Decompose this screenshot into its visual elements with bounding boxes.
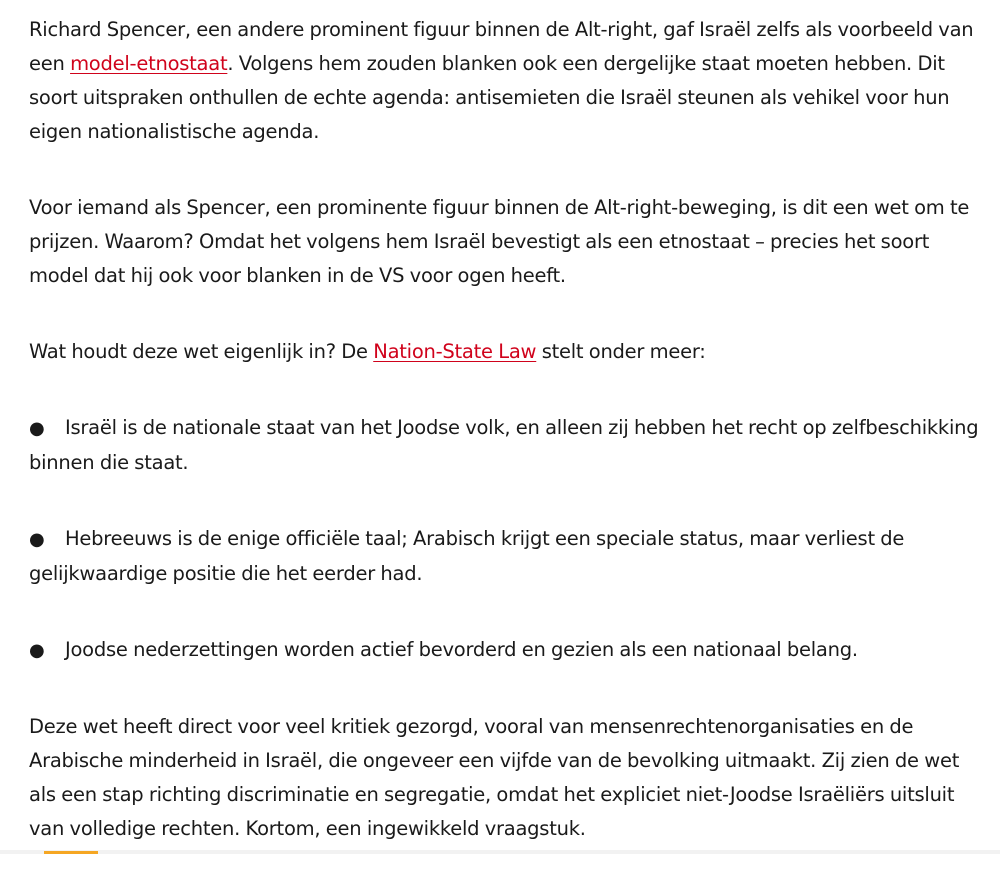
list-item <box>29 633 987 668</box>
list-item <box>29 411 987 480</box>
model-etnostaat-link[interactable]: model-etnostaat <box>70 52 228 75</box>
list-item-text: Hebreeuws is de enige officiële taal; Arabisch krijgt een speciale status, maar verliest de gelijkwaardige positie die het eerder had. <box>29 527 905 585</box>
bullet-icon: ● <box>29 529 45 550</box>
bullet-icon: ● <box>29 418 45 439</box>
paragraph-text: Wat houdt deze wet eigenlijk in? De <box>29 340 374 363</box>
bottom-divider <box>0 850 1000 854</box>
list-item <box>29 522 987 591</box>
paragraph-nation-state-law <box>29 335 987 369</box>
paragraph-spencer-etnostaat <box>29 13 987 149</box>
nation-state-law-link[interactable]: Nation-State Law <box>373 340 537 363</box>
list-item-text: Joodse nederzettingen worden actief bevorderd en gezien als een nationaal belang. <box>65 638 858 661</box>
paragraph-spencer-wet: Voor iemand als Spencer, een prominente figuur binnen de Alt-right-beweging, is dit een wet om te prijzen. Waarom? Omdat het volgens hem Israël bevestigt als een etnostaat – precies het soort model dat hij ook voor blanken in de VS voor ogen heeft. <box>29 196 970 287</box>
paragraph-kritiek: Deze wet heeft direct voor veel kritiek gezorgd, vooral van mensenrechtenorganisaties en de Arabische minderheid in Israël, die ongeveer een vijfde van de bevolking uitmaakt. Zij zien de wet als een stap richting discriminatie en segregatie, omdat het expliciet niet-Joodse Israëliërs uitsluit van volledige rechten. Kortom, een ingewikkeld vraagstuk. <box>29 715 960 840</box>
paragraph-text: Richard Spencer, een andere prominent figuur binnen de Alt-right, gaf Israël zelfs als voorbeeld van een <box>29 18 974 75</box>
article-body <box>29 13 987 888</box>
paragraph-text: . Volgens hem zouden blanken ook een dergelijke staat moeten hebben. Dit soort uitspraken onthullen de echte agenda: antisemieten die Israël steunen als vehikel voor hun eigen nationalistische agenda. <box>29 52 950 143</box>
list-item-text: Israël is de nationale staat van het Joodse volk, en alleen zij hebben het recht op zelfbeschikking binnen die staat. <box>29 416 979 474</box>
bullet-icon: ● <box>29 640 45 661</box>
paragraph-text: stelt onder meer: <box>536 340 706 363</box>
